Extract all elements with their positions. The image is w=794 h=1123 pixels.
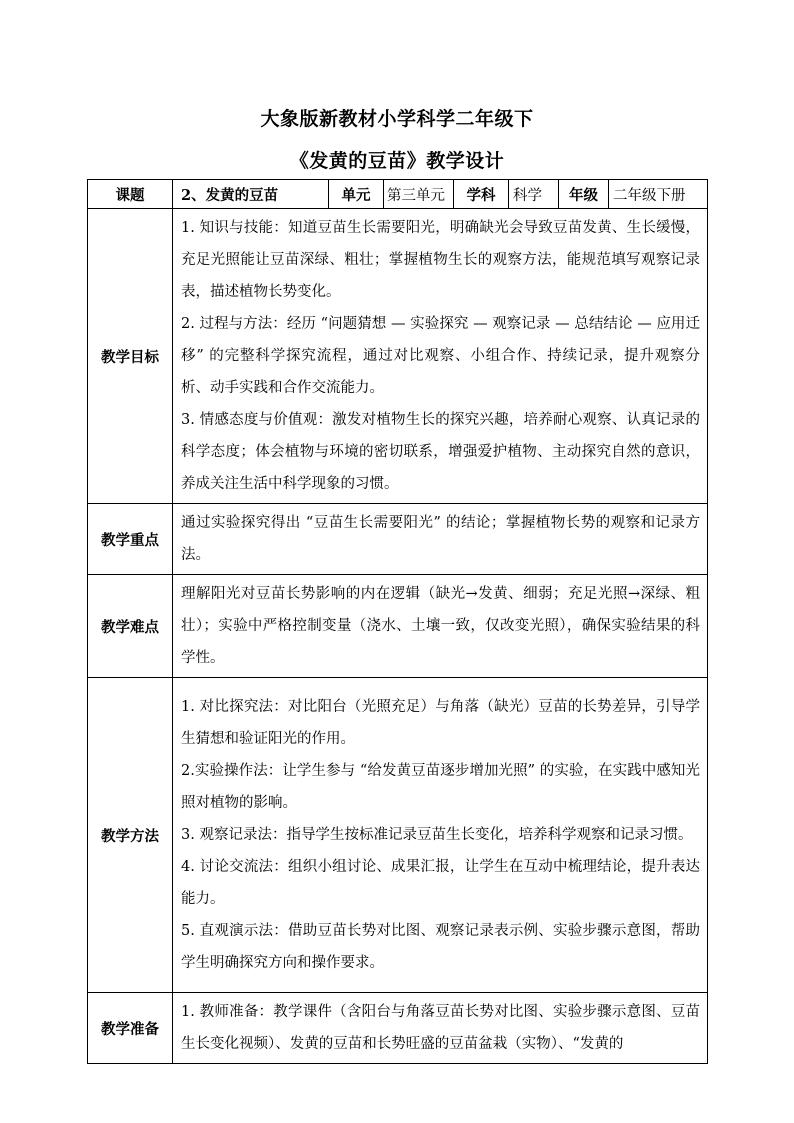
row-content-preparation [173, 993, 708, 1064]
methods-paragraph: 2.实验操作法：让学生参与 “给发黄豆苗逐步增加光照” 的实验，在实践中感知光照对植物的影响。 [181, 763, 700, 811]
table-row [88, 575, 708, 678]
methods-paragraph: 4. 讨论交流法：组织小组讨论、成果汇报，让学生在互动中梳理结论，提升表达能力。 [181, 859, 700, 907]
table-row [88, 504, 708, 575]
document-title: 大象版新教材小学科学二年级下 [260, 108, 534, 130]
lesson-plan-table [87, 179, 708, 1064]
difficulties-paragraph: 理解阳光对豆苗长势影响的内在逻辑（缺光→发黄、细弱；充足光照→深绿、粗壮）；实验中严格控制变量（浇水、土壤一致，仅改变光照），确保实验结果的科学性。 [181, 586, 700, 666]
row-content-difficulties [173, 575, 708, 678]
row-label-goals: 教学目标 [88, 209, 173, 504]
document-subtitle: 《发黄的豆苗》教学设计 [289, 150, 505, 172]
methods-paragraph: 5. 直观演示法：借助豆苗长势对比图、观察记录表示例、实验步骤示意图，帮助学生明确探究方向和操作要求。 [181, 923, 700, 971]
row-label-methods: 教学方法 [88, 678, 173, 993]
table-row [88, 678, 708, 993]
row-label-difficulties: 教学难点 [88, 575, 173, 678]
methods-paragraph: 1. 对比探究法：对比阳台（光照充足）与角落（缺光）豆苗的长势差异，引导学生猜想和验证阳光的作用。 [181, 699, 700, 747]
row-label-key-points: 教学重点 [88, 504, 173, 575]
key-points-paragraph: 通过实验探究得出 “豆苗生长需要阳光” 的结论；掌握植物长势的观察和记录方法。 [181, 515, 700, 563]
table-row [88, 993, 708, 1064]
row-content-methods [173, 678, 708, 993]
methods-paragraph: 3. 观察记录法：指导学生按标准记录豆苗生长变化，培养科学观察和记录习惯。 [181, 827, 693, 843]
subject-label: 学科 [454, 180, 509, 209]
subject-value: 科学 [509, 180, 559, 209]
topic-label: 课题 [88, 180, 173, 209]
goals-paragraph: 2. 过程与方法：经历 “问题猜想 — 实验探究 — 观察记录 — 总结结论 — 应用迁移” 的完整科学探究流程，通过对比观察、小组合作、持续记录，提升观察分析、动手实践和合作交流能力。 [181, 316, 700, 396]
unit-label: 单元 [329, 180, 384, 209]
grade-value: 二年级下册 [609, 180, 708, 209]
unit-value: 第三单元 [384, 180, 454, 209]
row-content-goals [173, 209, 708, 504]
topic-value: 2、发黄的豆苗 [173, 180, 329, 209]
table-row [88, 209, 708, 504]
row-content-key-points [173, 504, 708, 575]
header-row [88, 180, 708, 209]
goals-paragraph: 1. 知识与技能：知道豆苗生长需要阳光，明确缺光会导致豆苗发黄、生长缓慢，充足光照能让豆苗深绿、粗壮；掌握植物生长的观察方法，能规范填写观察记录表，描述植物长势变化。 [181, 220, 700, 300]
preparation-paragraph: 1. 教师准备：教学课件（含阳台与角落豆苗长势对比图、实验步骤示意图、豆苗生长变化视频）、发黄的豆苗和长势旺盛的豆苗盆栽（实物）、“发黄的 [181, 1004, 700, 1052]
row-label-preparation: 教学准备 [88, 993, 173, 1064]
goals-paragraph: 3. 情感态度与价值观：激发对植物生长的探究兴趣，培养耐心观察、认真记录的科学态度；体会植物与环境的密切联系，增强爱护植物、主动探究自然的意识，养成关注生活中科学现象的习惯。 [181, 412, 700, 492]
grade-label: 年级 [559, 180, 609, 209]
